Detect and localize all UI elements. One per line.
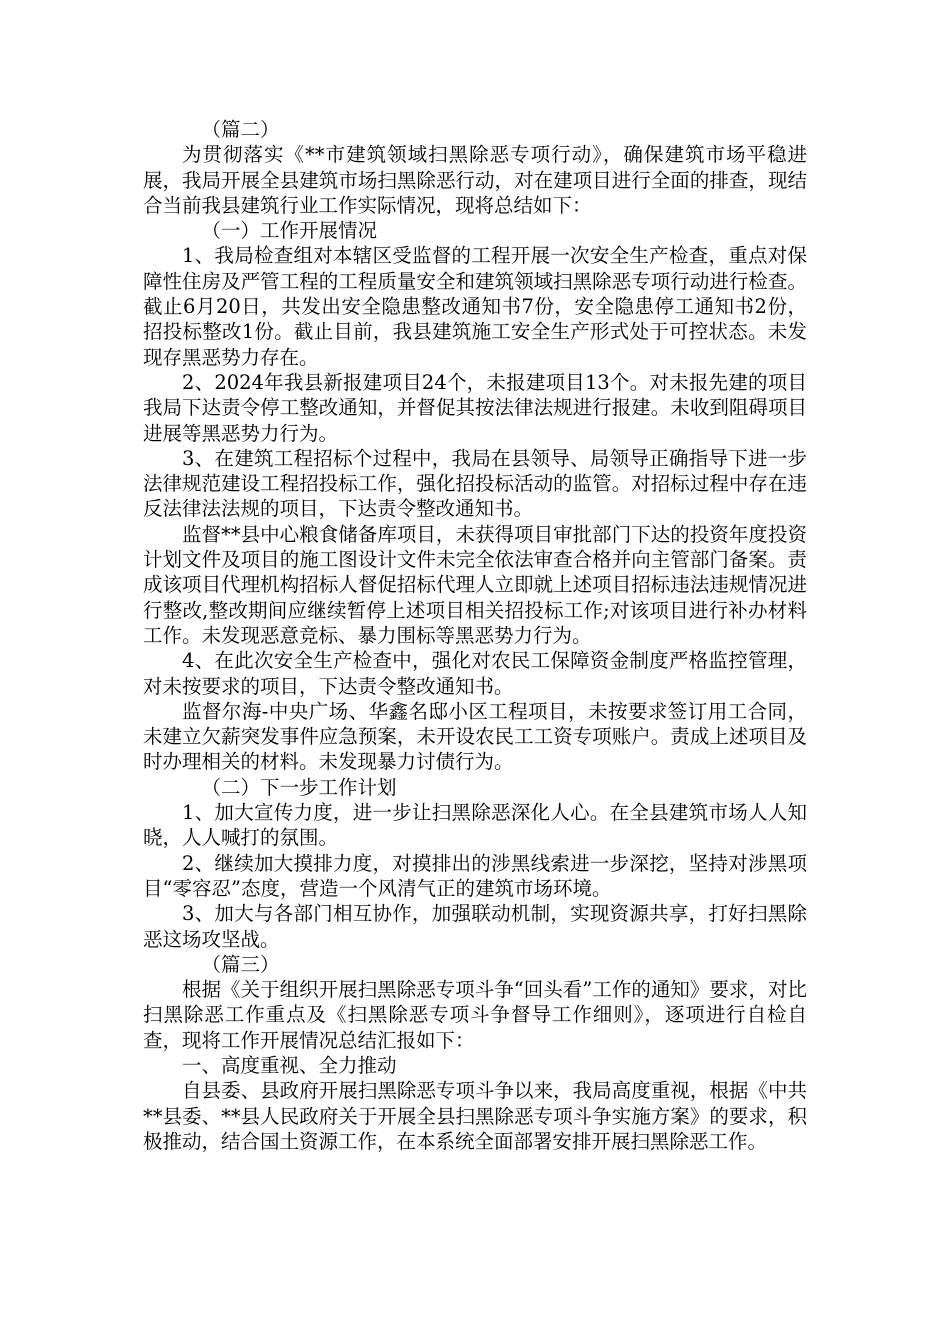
paragraph-plan-2: 2、继续加大摸排力度，对摸排出的涉黑线索进一步深挖，坚持对涉黑项目“零容忍”态度，营造一个风清气正的建筑市场环境。 [143, 851, 807, 900]
paragraph-item-4: 4、在此次安全生产检查中，强化对农民工保障资金制度严格监控管理，对未按要求的项目，下达责令整改通知书。 [143, 649, 807, 698]
paragraph-plan-3: 3、加大与各部门相互协作，加强联动机制，实现资源共享，打好扫黑除恶这场攻坚战。 [143, 902, 807, 951]
paragraph-item-3: 3、在建筑工程招标个过程中，我局在县领导、局领导正确指导下进一步法律规范建设工程招投标工作，强化招投标活动的监管。对招标过程中存在违反法律法法规的项目，下达责令整改通知书。 [143, 446, 807, 521]
paragraph-item-1: 1、我局检查组对本辖区受监督的工程开展一次安全生产检查，重点对保障性住房及严管工程的工程质量安全和建筑领域扫黑除恶专项行动进行检查。截止6月20日，共发出安全隐患整改通知书7份，安全隐患停工通知书2份，招投标整改1份。截止目前，我县建筑施工安全生产形式处于可控状态。未发现存黑恶势力存在。 [143, 244, 807, 369]
section-heading-part-two: （篇二） [201, 118, 280, 141]
section-heading-next-plan: （二）下一步工作计划 [201, 775, 397, 799]
paragraph-county-campaign: 自县委、县政府开展扫黑除恶专项斗争以来，我局高度重视，根据《中共**县委、**县人民政府关于开展全县扫黑除恶专项斗争实施方案》的要求，积极推动，结合国土资源工作，在本系统全面部署安排开展扫黑除恶工作。 [143, 1079, 807, 1153]
section-heading-work-status: （一）工作开展情况 [201, 219, 378, 243]
paragraph-item-2: 2、2024年我县新报建项目24个，未报建项目13个。对未报先建的项目我局下达责令停工整改通知，并督促其按法律法规进行报建。未收到阻碍项目进展等黑恶势力行为。 [143, 370, 807, 445]
paragraph-supervision-grain-depot: 监督**县中心粮食储备库项目，未获得项目审批部门下达的投资年度投资计划文件及项目的施工图设计文件未完全依法审查合格并向主管部门备案。责成该项目代理机构招标人督促招标代理人立即就上述项目招标违法违规情况进行整改,整改期间应继续暂停上述项目相关招投标工作;对该项目进行补办材料工作。未发现恶意竞标、暴力围标等黑恶势力行为。 [143, 522, 807, 647]
section-heading-part-three: （篇三） [201, 952, 280, 976]
document-page [143, 117, 807, 1154]
paragraph-supervision-erhai: 监督尔海-中央广场、华鑫名邸小区工程项目，未按要求签订用工合同，未建立欠薪突发事件应急预案，未开设农民工工资专项账户。责成上述项目及时办理相关的材料。未发现暴力讨债行为。 [143, 699, 807, 774]
paragraph-intro: 为贯彻落实《**市建筑领域扫黑除恶专项行动》，确保建筑市场平稳进展，我局开展全县建筑市场扫黑除恶行动，对在建项目进行全面的排查，现结合当前我县建筑行业工作实际情况，现将总结如下： [143, 143, 807, 217]
paragraph-part-three-intro: 根据《关于组织开展扫黑除恶专项斗争“回头看”工作的通知》要求，对比扫黑除恶工作重点及《扫黑除恶专项斗争督导工作细则》，逐项进行自检自查，现将工作开展情况总结汇报如下： [143, 978, 807, 1052]
section-heading-high-attention: 一、高度重视、全力推动 [182, 1053, 397, 1077]
paragraph-plan-1: 1、加大宣传力度，进一步让扫黑除恶深化人心。在全县建筑市场人人知晓，人人喊打的氛围。 [143, 801, 807, 850]
